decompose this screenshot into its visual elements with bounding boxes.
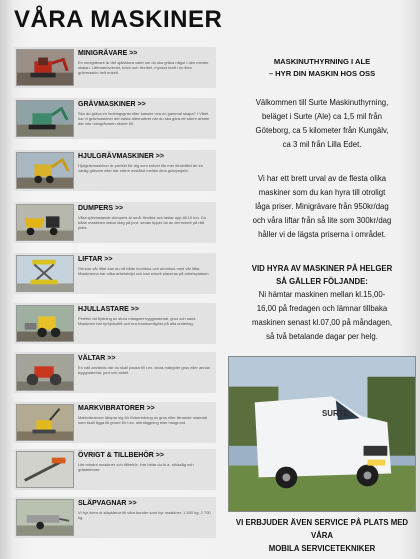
dumper-photo — [16, 204, 74, 241]
machine-description: En minigrävare är det självklara valet om du ska gräva något i den mindre skalan. Lättmanövrerad, kvick och flexibel, mycket kraft i en liten grävmaskin helt enkelt. — [78, 60, 209, 75]
weekend-heading-line: SÅ GÄLLER FÖLJANDE: — [276, 277, 368, 286]
service-footer — [226, 516, 418, 555]
slapvagn-photo — [16, 499, 74, 536]
info-heading — [226, 56, 418, 80]
text-line: 16,00 på fredagen och lämnar tillbaka — [256, 304, 388, 313]
service-van-photo — [228, 356, 416, 512]
machine-description: En vält används när du skall packa till t.ex. stora mängder grus eller annan byggmaterial, jord och asfalt. — [78, 365, 211, 375]
hjulgravmaskin-photo — [16, 152, 74, 189]
gravmaskin-photo — [16, 100, 74, 137]
text-line: Vi har ett brett urval av de flesta olika — [257, 174, 387, 183]
text-line: så två betalande dagar per helg. — [266, 332, 378, 341]
machine-item-valtar[interactable] — [14, 352, 216, 393]
text-line: maskinen senast kl.07,00 på måndagen, — [251, 318, 392, 327]
hjullastare-photo — [16, 305, 74, 342]
text-line: beläget i Surte (Ale) ca 1,5 mil från — [261, 112, 383, 121]
machine-item-slapvagnar[interactable] — [14, 497, 216, 538]
machine-description: Hjulgrävmaskiner är perfekt för dig som kräver lite mer flexibilitet än en vanlig grävare eller har större avstånd mellan dina grävprojekt. — [78, 163, 203, 173]
machine-item-hjullastare[interactable] — [14, 303, 216, 344]
footer-line: MOBILA SERVICETEKNIKER — [268, 544, 376, 553]
text-line: ca 3 mil från Lilla Edet. — [282, 140, 362, 149]
machine-item-liftar[interactable] — [14, 253, 216, 294]
machine-title[interactable]: HJULGRÄVMASKINER >> — [78, 153, 164, 160]
weekend-heading — [226, 262, 418, 288]
tillbehor-photo — [16, 451, 74, 488]
machine-title[interactable]: ÖVRIGT & TILLBEHÖR >> — [78, 452, 164, 459]
welcome-paragraph — [226, 96, 418, 152]
markvibrator-photo — [16, 404, 74, 441]
text-line: Välkommen till Surte Maskinuthyrning, — [255, 98, 389, 107]
text-line: och våra liftar från så lite som 300kr/dag — [252, 216, 392, 225]
text-line: Göteborg, ca 5 kilometer från Kungälv, — [255, 126, 389, 135]
weekend-paragraph — [226, 288, 418, 344]
machine-title[interactable]: HJULLASTARE >> — [78, 306, 139, 313]
minigravare-photo — [16, 49, 74, 86]
machine-description: Vi hyr även ut släpkärror till våra kunder som hyr maskiner. 1 500 kg, 2 700 kg. — [78, 510, 211, 520]
machine-item-gravmaskiner[interactable] — [14, 98, 216, 139]
text-line: maskiner som du kan hyra till otroligt — [258, 188, 386, 197]
machine-title[interactable]: GRÄVMASKINER >> — [78, 101, 146, 108]
info-heading-line: MASKINUTHYRNING I ALE — [273, 57, 371, 66]
machine-item-dumpers[interactable] — [14, 202, 216, 243]
page-title: VÅRA MASKINER — [14, 6, 223, 33]
machine-description: Ska du gräva en ledningsgrav eller kanske riva en gammal skapa? I Vibel har vi grävmaskiner det bästa alternativet när du ska göra ett större arbete där inte minigrävaren räcker till. — [78, 111, 210, 126]
machine-description: Våra självlastande dumpers är små, flexibla och lastar upp till 10 ton. Du både maskinen lastar idag på jord, sedan tipper du av det enkelt på rätt plats. — [78, 215, 207, 230]
text-line: låga priser. Minigrävare från 950kr/dag — [255, 202, 389, 211]
pricing-paragraph — [226, 172, 418, 242]
machine-title[interactable]: MARKVIBRATORER >> — [78, 405, 155, 412]
machine-title[interactable]: LIFTAR >> — [78, 256, 113, 263]
footer-line: VI ERBJUDER ÄVEN SERVICE PÅ PLATS MED VÅRA — [235, 518, 409, 540]
machine-item-ovrigt-tillbehor[interactable] — [14, 449, 216, 490]
info-heading-line: – HYR DIN MASKIN HOS OSS — [268, 69, 376, 78]
machine-title[interactable]: SLÄPVAGNAR >> — [78, 500, 137, 507]
machine-title[interactable]: MINIGRÄVARE >> — [78, 50, 138, 57]
machine-item-minigravare[interactable] — [14, 47, 216, 88]
machine-title[interactable]: DUMPERS >> — [78, 205, 124, 212]
van-lettering: SURTE — [322, 409, 349, 419]
weekend-heading-line: VID HYRA AV MASKINER PÅ HELGER — [251, 264, 393, 273]
machine-item-markvibratorer[interactable] — [14, 402, 216, 443]
info-column — [226, 56, 418, 344]
machine-description: Markvibratorer lämpar sig för förberedning av grus eller liknande material som skall ligga till grund för t.ex. stenläggning eller husgrund. — [78, 415, 207, 425]
lift-photo — [16, 255, 74, 292]
text-line: Ni hämtar maskinen mellan kl.15,00- — [258, 290, 386, 299]
machine-description: Genom vår liftar kan du nå både inomhus och utomhus med vår liftar. Maskinerna har olika arbetshöjd och kan enkelt placeras på arbetsplatsen. — [78, 266, 210, 276]
text-line: håller vi de lägsta priserna i området. — [258, 230, 386, 239]
machine-title[interactable]: VÄLTAR >> — [78, 355, 116, 362]
machine-item-hjulgravmaskiner[interactable] — [14, 150, 216, 191]
machine-description: Lite mindre maskiner och tillbehör. Har hittar du bl.a. sticksåg och grästrimmer. — [78, 462, 194, 472]
valt-photo — [16, 354, 74, 391]
machine-description: Perfekt vid flyttning av stora mängder byggmaterial, grus och sand. Maskinen har fyrhjulsdrift och bra framkomlighet på alla underlag. — [78, 316, 197, 326]
